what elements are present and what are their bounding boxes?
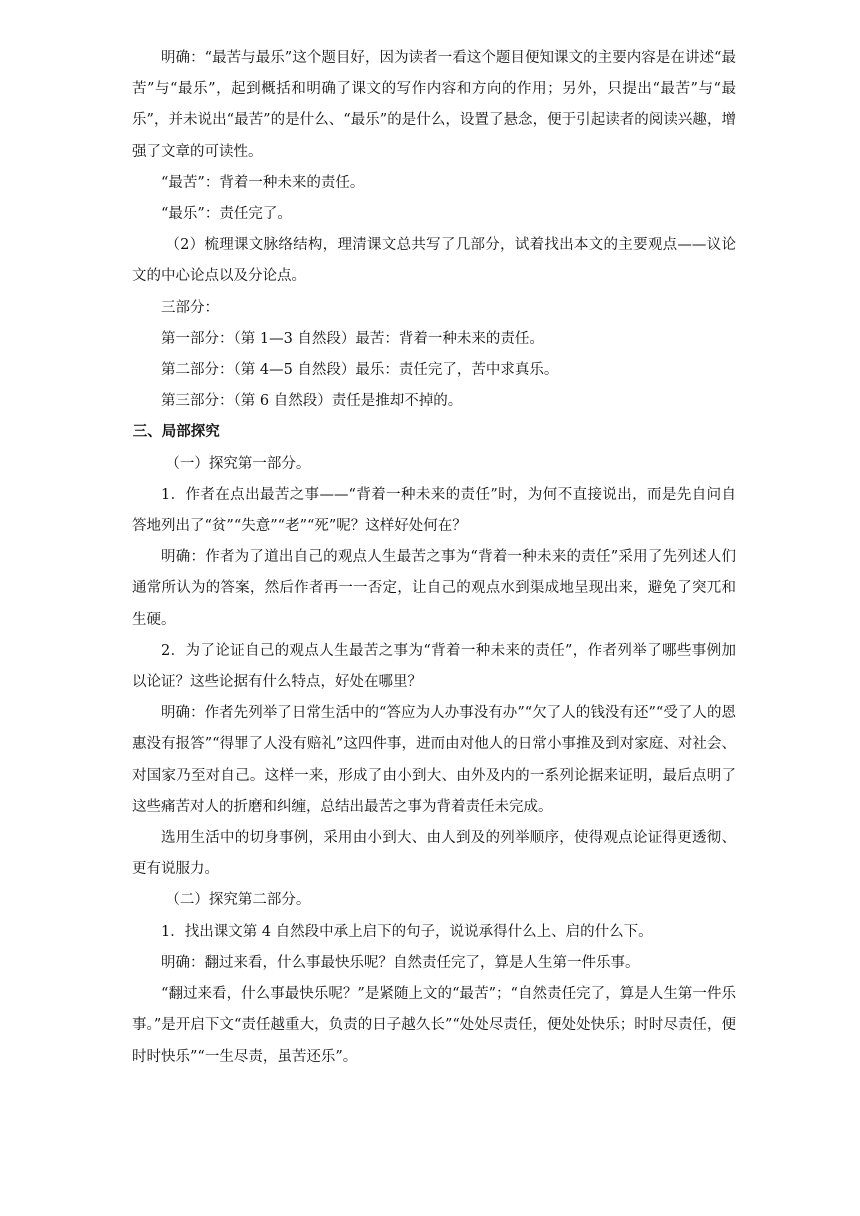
paragraph-question-1-1: 1．作者在点出最苦之事——“背着一种未来的责任”时，为何不直接说出，而是先自问自答地列出了“贫”“失意”“老”“死”呢？这样好处何在？: [132, 486, 736, 535]
paragraph-most-joyful-definition: “最乐”：责任完了。: [161, 206, 292, 223]
paragraph-part-two: 第二部分：（第 4—5 自然段）最乐：责任完了，苦中求真乐。: [161, 362, 559, 379]
paragraph-question-2-1: 1．找出课文第 4 自然段中承上启下的句子，说说承得什么上、启的什么下。: [161, 923, 653, 940]
paragraph-most-bitter-definition: “最苦”：背着一种未来的责任。: [161, 174, 365, 191]
section-heading-local-exploration: 三、局部探究: [132, 424, 220, 441]
paragraph-answer-2-1: 明确：翻过来看，什么事最快乐呢？自然责任完了，算是人生第一件乐事。: [161, 954, 640, 971]
paragraph-question-1-2: 2．为了论证自己的观点人生最苦之事为“背着一种未来的责任”，作者列举了哪些事例加以论证？这些论据有什么特点，好处在哪里？: [132, 642, 736, 691]
paragraph-explanation-2-1: “翻过来看，什么事最快乐呢？”是紧随上文的“最苦”；“自然责任完了，算是人生第一件乐事。”是开启下文“责任越重大，负责的日子越久长”“处处尽责任，便处处快乐；时时尽责任，便时时快乐”“一生尽责，虽苦还乐”。: [132, 986, 736, 1065]
paragraph-part-three: 第三部分：（第 6 自然段）责任是推却不掉的。: [161, 393, 463, 410]
document-body: [132, 43, 736, 1073]
paragraph-answer-1-2: 明确：作者先列举了日常生活中的“答应为人办事没有办”“欠了人的钱没有还”“受了人的恩惠没有报答”“得罪了人没有赔礼”这四件事，进而由对他人的日常小事推及到对家庭、对社会、对国家乃至对自己。这样一来，形成了由小到大、由外及内的一系列论据来证明，最后点明了这些痛苦对人的折磨和纠缠，总结出最苦之事为背着责任未完成。: [132, 705, 736, 815]
paragraph-summary-1-2: 选用生活中的切身事例，采用由小到大、由人到及的列举顺序，使得观点论证得更透彻、更有说服力。: [132, 830, 736, 878]
paragraph-question-2: （2）梳理课文脉络结构，理清课文总共写了几部分，试着找出本文的主要观点——议论文的中心论点以及分论点。: [132, 237, 736, 285]
paragraph-three-parts: 三部分：: [161, 299, 219, 316]
subsection-heading-part-one: （一）探究第一部分。: [165, 455, 311, 472]
paragraph-title-explanation: 明确：“最苦与最乐”这个题目好，因为读者一看这个题目便知课文的主要内容是在讲述“最苦”与“最乐”，起到概括和明确了课文的写作内容和方向的作用；另外，只提出“最苦”与“最乐”，并未说出“最苦”的是什么、“最乐”的是什么，设置了悬念，便于引起读者的阅读兴趣，增强了文章的可读性。: [132, 50, 736, 160]
paragraph-part-one: 第一部分：（第 1—3 自然段）最苦：背着一种未来的责任。: [161, 330, 544, 347]
subsection-heading-part-two: （二）探究第二部分。: [165, 892, 311, 909]
paragraph-answer-1-1: 明确：作者为了道出自己的观点人生最苦之事为“背着一种未来的责任”采用了先列述人们通常所认为的答案，然后作者再一一否定，让自己的观点水到渠成地呈现出来，避免了突兀和生硬。: [132, 549, 736, 628]
